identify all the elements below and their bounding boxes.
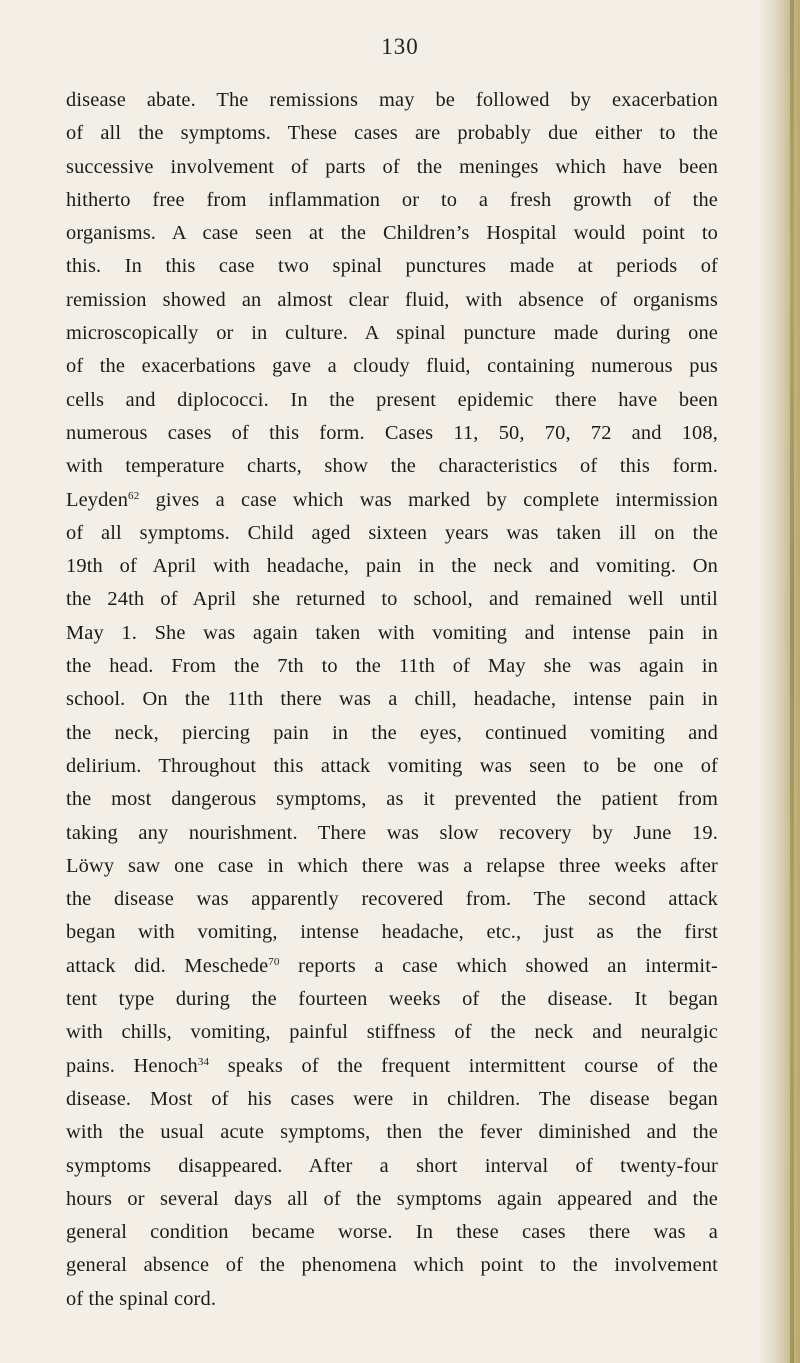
- text-line: [66, 916, 718, 949]
- text-segment: symptoms disappeared. After a short interval of twenty-four: [66, 1154, 718, 1177]
- text-line: [66, 1116, 718, 1149]
- text-line: [66, 417, 718, 450]
- text-line: [66, 650, 718, 683]
- text-line: [66, 117, 718, 150]
- text-line: [66, 250, 718, 283]
- text-line: [66, 1216, 718, 1249]
- text-line: [66, 1283, 718, 1316]
- text-line: [66, 1249, 718, 1282]
- text-segment: the most dangerous symptoms, as it prevented the patient from: [66, 788, 718, 811]
- text-segment: cells and diplococci. In the present epidemic there have been: [66, 388, 718, 411]
- text-segment: the disease was apparently recovered from. The second attack: [66, 888, 718, 911]
- text-segment: taking any nourishment. There was slow recovery by June 19.: [66, 821, 718, 844]
- text-segment: disease abate. The remissions may be followed by exacerbation: [66, 89, 718, 111]
- body-text: [66, 84, 718, 1316]
- text-segment: tent type during the fourteen weeks of the disease. It began: [66, 988, 718, 1011]
- reference-superscript: 34: [197, 1055, 210, 1068]
- text-segment: successive involvement of parts of the meninges which have been: [66, 155, 718, 178]
- reference-superscript: 62: [128, 489, 140, 502]
- text-line: [66, 783, 718, 816]
- text-line: [66, 184, 718, 217]
- text-line: [66, 583, 718, 616]
- text-segment: the neck, piercing pain in the eyes, continued vomiting and: [66, 721, 718, 744]
- text-segment: of all symptoms. Child aged sixteen years was taken ill on the: [66, 521, 718, 544]
- text-segment: Leyden: [66, 488, 129, 511]
- text-line: [66, 617, 718, 650]
- text-segment: of all the symptoms. These cases are probably due either to the: [66, 122, 718, 145]
- text-segment: attack did. Meschede: [66, 954, 269, 977]
- text-segment: the 24th of April she returned to school, and remained well until: [66, 588, 718, 611]
- text-segment: the head. From the 7th to the 11th of May she was again in: [66, 655, 718, 678]
- text-line: [66, 284, 718, 317]
- page-edge-binding: [790, 0, 794, 1363]
- text-line: [66, 817, 718, 850]
- text-line: [66, 217, 718, 250]
- text-segment: school. On the 11th there was a chill, headache, intense pain in: [66, 688, 718, 711]
- text-segment: with chills, vomiting, painful stiffness of the neck and neuralgic: [66, 1021, 718, 1044]
- text-segment: organisms. A case seen at the Children’s Hospital would point to: [66, 222, 718, 245]
- text-line: [66, 151, 718, 184]
- text-line: [66, 683, 718, 716]
- text-line: [66, 517, 718, 550]
- text-line: [66, 1016, 718, 1049]
- text-line: [66, 84, 718, 117]
- text-segment: hitherto free from inflammation or to a fresh growth of the: [66, 188, 718, 211]
- text-line: [66, 750, 718, 783]
- text-segment: May 1. She was again taken with vomiting and intense pain in: [66, 621, 718, 644]
- text-segment: pains. Henoch: [66, 1054, 198, 1077]
- text-line: [66, 484, 718, 517]
- text-line: [66, 550, 718, 583]
- text-segment: general condition became worse. In these cases there was a: [66, 1221, 718, 1244]
- page-number: 130: [381, 34, 419, 59]
- text-segment: with the usual acute symptoms, then the fever diminished and the: [66, 1121, 718, 1144]
- text-segment: this. In this case two spinal punctures made at periods of: [66, 255, 718, 278]
- text-segment: microscopically or in culture. A spinal puncture made during one: [66, 322, 718, 345]
- text-segment: of the spinal cord.: [66, 1287, 217, 1310]
- text-line: [66, 717, 718, 750]
- text-segment: remission showed an almost clear fluid, with absence of organisms: [66, 288, 718, 311]
- text-segment: speaks of the frequent intermittent course of the: [209, 1054, 719, 1077]
- text-line: [66, 1150, 718, 1183]
- text-line: [66, 1083, 718, 1116]
- text-segment: general absence of the phenomena which point to the involvement: [66, 1254, 718, 1277]
- text-line: [66, 1183, 718, 1216]
- text-line: [66, 883, 718, 916]
- text-line: [66, 350, 718, 383]
- text-segment: 19th of April with headache, pain in the neck and vomiting. On: [66, 555, 718, 578]
- text-segment: disease. Most of his cases were in children. The disease began: [66, 1087, 718, 1110]
- text-segment: numerous cases of this form. Cases 11, 50, 70, 72 and 108,: [66, 421, 718, 444]
- text-segment: hours or several days all of the symptoms again appeared and the: [66, 1187, 718, 1210]
- text-line: [66, 317, 718, 350]
- text-segment: of the exacerbations gave a cloudy fluid, containing numerous pus: [66, 355, 718, 378]
- text-segment: reports a case which showed an intermit-: [279, 954, 718, 977]
- reference-superscript: 70: [268, 955, 280, 968]
- text-segment: began with vomiting, intense headache, etc., just as the first: [66, 921, 718, 944]
- text-segment: gives a case which was marked by complete intermission: [139, 488, 718, 511]
- text-line: [66, 384, 718, 417]
- text-segment: Löwy saw one case in which there was a relapse three weeks after: [66, 854, 718, 877]
- text-line: [66, 1050, 718, 1083]
- text-line: [66, 983, 718, 1016]
- text-line: [66, 950, 718, 983]
- text-line: [66, 850, 718, 883]
- text-line: [66, 450, 718, 483]
- text-segment: with temperature charts, show the characteristics of this form.: [66, 455, 718, 478]
- text-segment: delirium. Throughout this attack vomiting was seen to be one of: [66, 754, 718, 777]
